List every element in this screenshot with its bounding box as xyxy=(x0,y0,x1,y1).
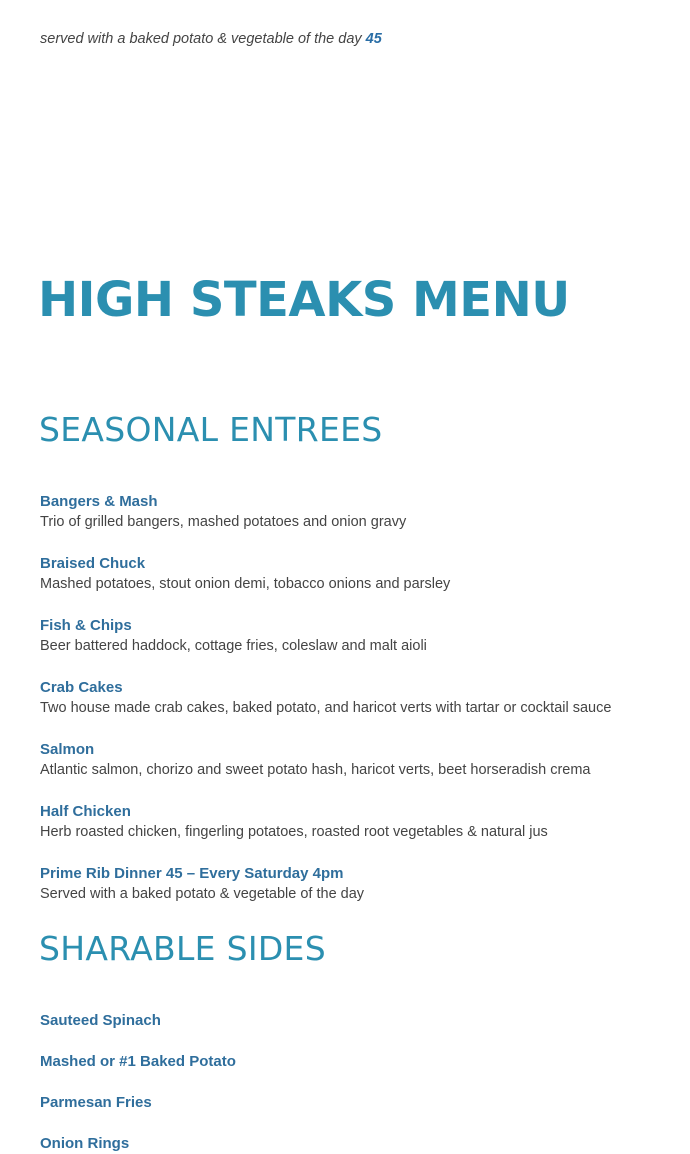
prime-rib-note-price: 45 xyxy=(365,31,382,47)
side-name: Sauteed Spinach xyxy=(40,1012,161,1029)
entree-description: Served with a baked potato & vegetable of the day xyxy=(40,886,365,902)
side-name: Mashed or #1 Baked Potato xyxy=(40,1053,236,1070)
section-title-entrees: SEASONAL ENTREES xyxy=(39,410,383,449)
side-name: Parmesan Fries xyxy=(40,1094,152,1111)
entree-description: Atlantic salmon, chorizo and sweet potato hash, haricot verts, beet horseradish crema xyxy=(40,762,591,778)
entree-item xyxy=(40,801,680,843)
entree-name: Fish & Chips xyxy=(40,617,132,634)
side-item xyxy=(40,1051,680,1072)
prime-rib-note xyxy=(40,31,382,47)
entree-description: Mashed potatoes, stout onion demi, tobacco onions and parsley xyxy=(40,576,451,592)
entree-description: Beer battered haddock, cottage fries, coleslaw and malt aioli xyxy=(40,638,427,654)
entree-item xyxy=(40,491,680,533)
entree-item xyxy=(40,553,680,595)
entree-name: Braised Chuck xyxy=(40,555,146,572)
entree-name: Half Chicken xyxy=(40,803,131,820)
entree-name: Bangers & Mash xyxy=(40,493,158,510)
entree-item xyxy=(40,677,680,719)
side-item xyxy=(40,1010,680,1031)
menu-title: HIGH STEAKS MENU xyxy=(38,272,570,328)
entree-name: Crab Cakes xyxy=(40,679,123,696)
entree-description: Herb roasted chicken, fingerling potatoes, roasted root vegetables & natural jus xyxy=(40,824,548,840)
side-name: Onion Rings xyxy=(40,1135,130,1152)
entree-item xyxy=(40,739,680,781)
entree-item xyxy=(40,863,680,905)
entree-description: Trio of grilled bangers, mashed potatoes and onion gravy xyxy=(40,514,407,530)
entree-item xyxy=(40,615,680,657)
section-title-sides: SHARABLE SIDES xyxy=(39,929,326,968)
prime-rib-note-text: served with a baked potato & vegetable of the day xyxy=(40,31,362,47)
entree-name: Salmon xyxy=(40,741,95,758)
entree-description: Two house made crab cakes, baked potato, and haricot verts with tartar or cocktail sauce xyxy=(40,700,612,716)
entree-name: Prime Rib Dinner 45 – Every Saturday 4pm xyxy=(40,865,344,882)
side-item xyxy=(40,1092,680,1113)
side-item xyxy=(40,1133,680,1154)
